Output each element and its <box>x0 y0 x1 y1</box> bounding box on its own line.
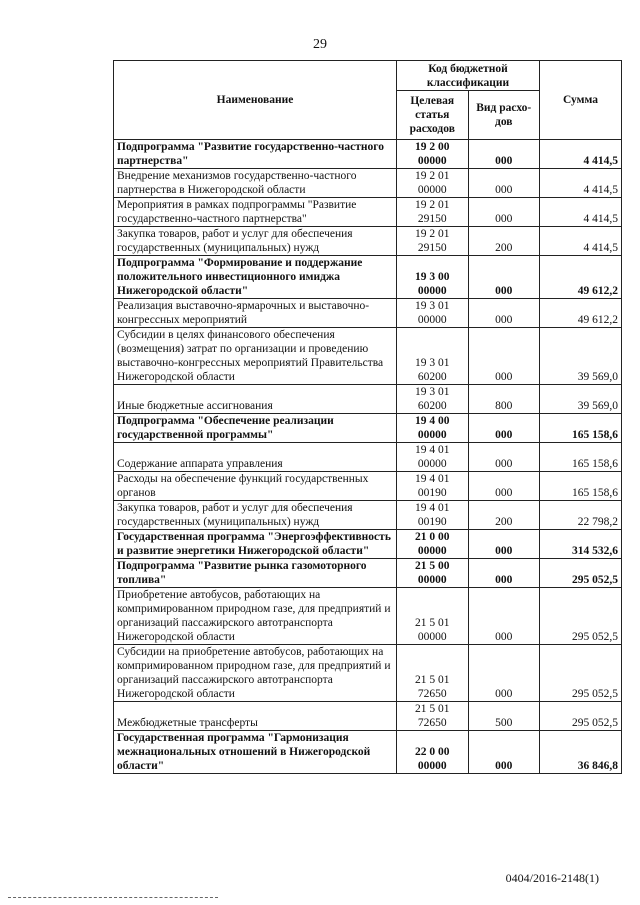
row-sum: 165 158,6 <box>540 472 622 501</box>
row-name: Содержание аппарата управления <box>114 443 397 472</box>
row-sum: 165 158,6 <box>540 414 622 443</box>
row-expense-type: 000 <box>468 328 540 385</box>
row-expense-type: 200 <box>468 501 540 530</box>
row-expense-type: 000 <box>468 645 540 702</box>
table-row <box>114 702 622 731</box>
row-name: Иные бюджетные ассигнования <box>114 385 397 414</box>
row-target-article: 21 5 01 00000 <box>397 588 469 645</box>
table-row <box>114 443 622 472</box>
row-name: Субсидии на приобретение автобусов, работающих на компримированном природном газе, для предприятий и организаций пассажирского автотранспорта Нижегородской области <box>114 645 397 702</box>
row-target-article: 19 2 00 00000 <box>397 140 469 169</box>
row-target-article: 21 5 01 72650 <box>397 645 469 702</box>
row-expense-type: 500 <box>468 702 540 731</box>
row-sum: 295 052,5 <box>540 702 622 731</box>
table-row <box>114 530 622 559</box>
row-name: Подпрограмма "Развитие государственно-частного партнерства" <box>114 140 397 169</box>
row-name: Государственная программа "Энергоэффективность и развитие энергетики Нижегородской области" <box>114 530 397 559</box>
table-row <box>114 645 622 702</box>
table-row <box>114 731 622 774</box>
row-expense-type: 000 <box>468 559 540 588</box>
budget-table <box>113 60 622 774</box>
table-row <box>114 140 622 169</box>
header-sum: Сумма <box>540 61 622 140</box>
row-expense-type: 000 <box>468 299 540 328</box>
row-target-article: 19 3 00 00000 <box>397 256 469 299</box>
row-name: Закупка товаров, работ и услуг для обеспечения государственных (муниципальных) нужд <box>114 227 397 256</box>
row-name: Внедрение механизмов государственно-частного партнерства в Нижегородской области <box>114 169 397 198</box>
row-name: Государственная программа "Гармонизация межнациональных отношений в Нижегородской области" <box>114 731 397 774</box>
row-expense-type: 800 <box>468 385 540 414</box>
row-target-article: 19 3 01 00000 <box>397 299 469 328</box>
row-expense-type: 000 <box>468 140 540 169</box>
row-expense-type: 000 <box>468 472 540 501</box>
table-row <box>114 559 622 588</box>
row-target-article: 21 0 00 00000 <box>397 530 469 559</box>
row-sum: 22 798,2 <box>540 501 622 530</box>
row-target-article: 19 4 01 00000 <box>397 443 469 472</box>
bottom-dashed-line <box>8 897 218 898</box>
row-name: Расходы на обеспечение функций государственных органов <box>114 472 397 501</box>
row-name: Приобретение автобусов, работающих на компримированном природном газе, для предприятий и организаций пассажирского автотранспорта Нижегородской области <box>114 588 397 645</box>
table-row <box>114 198 622 227</box>
table-row <box>114 328 622 385</box>
row-sum: 49 612,2 <box>540 256 622 299</box>
row-expense-type: 200 <box>468 227 540 256</box>
row-target-article: 22 0 00 00000 <box>397 731 469 774</box>
row-name: Подпрограмма "Формирование и поддержание положительного инвестиционного имиджа Нижегородской области" <box>114 256 397 299</box>
row-target-article: 21 5 01 72650 <box>397 702 469 731</box>
row-sum: 295 052,5 <box>540 559 622 588</box>
row-name: Межбюджетные трансферты <box>114 702 397 731</box>
table-row <box>114 169 622 198</box>
row-sum: 295 052,5 <box>540 645 622 702</box>
row-target-article: 19 2 01 00000 <box>397 169 469 198</box>
row-target-article: 19 4 01 00190 <box>397 501 469 530</box>
row-name: Закупка товаров, работ и услуг для обеспечения государственных (муниципальных) нужд <box>114 501 397 530</box>
row-sum: 39 569,0 <box>540 328 622 385</box>
row-expense-type: 000 <box>468 443 540 472</box>
row-target-article: 21 5 00 00000 <box>397 559 469 588</box>
row-sum: 314 532,6 <box>540 530 622 559</box>
table-body <box>114 140 622 774</box>
row-sum: 36 846,8 <box>540 731 622 774</box>
table-row <box>114 299 622 328</box>
header-name: Наименование <box>114 61 397 140</box>
row-sum: 4 414,5 <box>540 169 622 198</box>
header-code-group: Код бюджетной классификации <box>397 61 540 91</box>
row-sum: 4 414,5 <box>540 227 622 256</box>
table-row <box>114 472 622 501</box>
row-expense-type: 000 <box>468 414 540 443</box>
table-row <box>114 256 622 299</box>
row-target-article: 19 3 01 60200 <box>397 328 469 385</box>
row-expense-type: 000 <box>468 731 540 774</box>
row-sum: 165 158,6 <box>540 443 622 472</box>
row-expense-type: 000 <box>468 256 540 299</box>
header-expense-type: Вид расхо-дов <box>468 91 540 140</box>
row-expense-type: 000 <box>468 169 540 198</box>
row-target-article: 19 2 01 29150 <box>397 227 469 256</box>
row-sum: 39 569,0 <box>540 385 622 414</box>
table-row <box>114 501 622 530</box>
row-target-article: 19 4 00 00000 <box>397 414 469 443</box>
row-target-article: 19 3 01 60200 <box>397 385 469 414</box>
row-name: Подпрограмма "Развитие рынка газомоторного топлива" <box>114 559 397 588</box>
table-row <box>114 227 622 256</box>
row-name: Субсидии в целях финансового обеспечения (возмещения) затрат по организации и проведению выставочно-конгрессных мероприятий Правительства Нижегородской области <box>114 328 397 385</box>
row-name: Мероприятия в рамках подпрограммы "Развитие государственно-частного партнерства" <box>114 198 397 227</box>
table-row <box>114 414 622 443</box>
row-sum: 49 612,2 <box>540 299 622 328</box>
document-code: 0404/2016-2148(1) <box>505 871 599 885</box>
row-target-article: 19 4 01 00190 <box>397 472 469 501</box>
row-name: Подпрограмма "Обеспечение реализации государственной программы" <box>114 414 397 443</box>
row-sum: 4 414,5 <box>540 140 622 169</box>
row-name: Реализация выставочно-ярмарочных и выставочно-конгрессных мероприятий <box>114 299 397 328</box>
row-expense-type: 000 <box>468 588 540 645</box>
header-target-article: Целевая статья расходов <box>397 91 469 140</box>
table-row <box>114 385 622 414</box>
row-expense-type: 000 <box>468 198 540 227</box>
row-expense-type: 000 <box>468 530 540 559</box>
page-number: 29 <box>313 37 327 52</box>
table-header <box>114 61 622 140</box>
table-row <box>114 588 622 645</box>
row-sum: 295 052,5 <box>540 588 622 645</box>
row-target-article: 19 2 01 29150 <box>397 198 469 227</box>
row-sum: 4 414,5 <box>540 198 622 227</box>
